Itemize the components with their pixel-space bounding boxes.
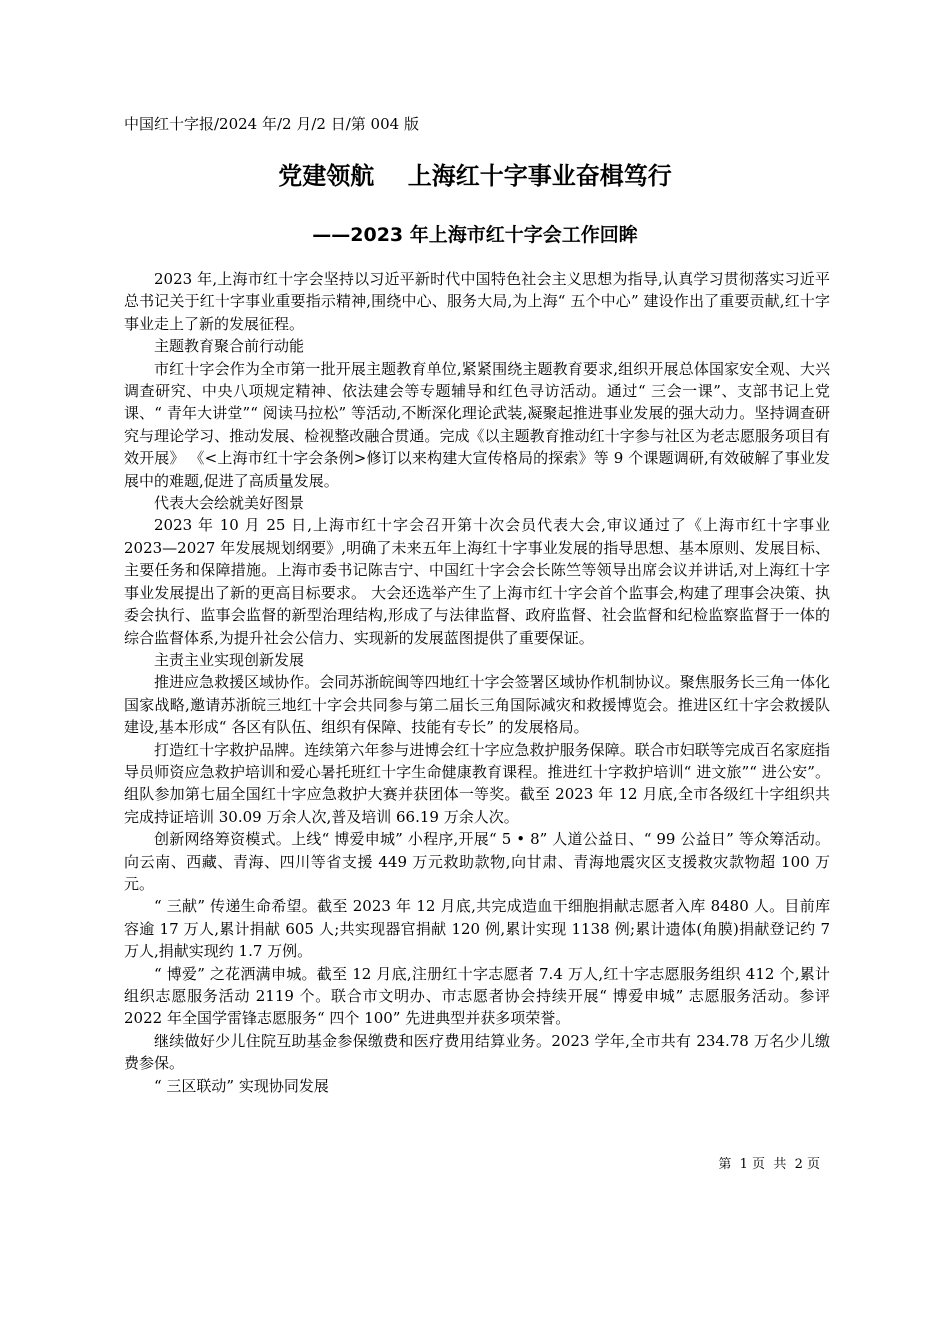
paragraph-intro: 2023 年,上海市红十字会坚持以习近平新时代中国特色社会主义思想为指导,认真学习贯彻落实习近平总书记关于红十字事业重要指示精神,围绕中心、服务大局,为上海“ 五个中心” 建设作出了重要贡献,红十字事业走上了新的发展征程。 — [124, 270, 830, 333]
paragraph-emergency-rescue: 推进应急救援区域协作。会同苏浙皖闽等四地红十字会签署区域协作机制协议。聚焦服务长三角一体化国家战略,邀请苏浙皖三地红十字会共同参与第二届长三角国际减灾和救援博览会。推进区红十字会救援队建设,基本形成“ 各区有队伍、组织有保障、技能有专长” 的发展格局。 — [124, 673, 830, 737]
article-body — [124, 268, 830, 1097]
section-heading-theme-education: 主题教育聚合前行动能 — [154, 337, 305, 356]
paragraph-online-fundraising: 创新网络筹资模式。上线“ 博爱申城” 小程序,开展“ 5 • 8” 人道公益日、“ 99 公益日” 等众筹活动。向云南、西藏、青海、四川等省支援 449 万元救助款物,向甘肃、青海地震灾区支援救灾款物超 100 万元。 — [124, 830, 830, 893]
article-subtitle: ——2023 年上海市红十字会工作回眸 — [312, 224, 638, 246]
source-line: 中国红十字报/2024 年/2 月/2 日/第 004 版 — [124, 115, 419, 133]
section-heading-main-business: 主责主业实现创新发展 — [154, 650, 305, 669]
paragraph-first-aid-brand: 打造红十字救护品牌。连续第六年参与进博会红十字应急救护服务保障。联合市妇联等完成百名家庭指导员师资应急救护培训和爱心暑托班红十字生命健康教育课程。推进红十字救护培训“ 进文旅”“ 进公安”。组队参加第七届全国红十字应急救护大赛并获团体一等奖。截至 2023 年 12 月底,全市各级红十字组织共完成持证培训 30.09 万余人次,普及培训 66.19 万余人次。 — [124, 740, 830, 826]
article-title: 党建领航 上海红十字事业奋楫笃行 — [278, 162, 672, 190]
paragraph-congress: 2023 年 10 月 25 日,上海市红十字会召开第十次会员代表大会,审议通过了《上海市红十字事业 2023—2027 年发展规划纲要》,明确了未来五年上海红十字事业发展的指导思想、基本原则、发展目标、主要任务和保障措施。上海市委书记陈吉宁、中国红十字会会长陈竺等领导出席会议并讲话,对上海红十字事业发展提出了新的更高目标要求。 大会还选举产生了上海市红十字会首个监事会,构建了理事会决策、执委会执行、监事会监督的新型治理结构,形成了与法律监督、政府监督、社会监督和纪检监察监督于一体的综合监督体系,为提升社会公信力、实现新的发展蓝图提供了重要保证。 — [124, 516, 830, 647]
paragraph-theme-education: 市红十字会作为全市第一批开展主题教育单位,紧紧围绕主题教育要求,组织开展总体国家安全观、大兴调查研究、中央八项规定精神、依法建会等专题辅导和红色寻访活动。通过“ 三会一课”、支部书记上党课、“ 青年大讲堂”“ 阅读马拉松” 等活动,不断深化理论武装,凝聚起推进事业发展的强大动力。坚持调查研究与理论学习、推动发展、检视整改融合贯通。完成《以主题教育推动红十字参与社区为老志愿服务项目有效开展》 《<上海市红十字会条例>修订以来构建大宣传格局的探索》等 9 个课题调研,有效破解了事业发展中的难题,促进了高质量发展。 — [124, 359, 830, 490]
paragraph-three-donations: “ 三献” 传递生命希望。截至 2023 年 12 月底,共完成造血干细胞捐献志愿者入库 8480 人。目前库容逾 17 万人,累计捐献 605 人;共实现器官捐献 120 例,累计实现 1138 例;累计遗体(角膜)捐献登记约 7 万人,捐献实现约 1.7 万例。 — [124, 897, 830, 961]
paragraph-children-insurance: 继续做好少儿住院互助基金参保缴费和医疗费用结算业务。2023 学年,全市共有 234.78 万名少儿缴费参保。 — [124, 1031, 830, 1073]
section-heading-congress: 代表大会绘就美好图景 — [154, 494, 305, 513]
paragraph-volunteers: “ 博爱” 之花洒满申城。截至 12 月底,注册红十字志愿者 7.4 万人,红十字志愿服务组织 412 个,累计组织志愿服务活动 2119 个。联合市文明办、市志愿者协会持续开展“ 博爱申城” 志愿服务活动。参评 2022 年全国学雷锋志愿服务“ 四个 100” 先进典型并获多项荣誉。 — [124, 964, 830, 1028]
page-indicator: 第 1 页 共 2 页 — [718, 1157, 820, 1172]
section-heading-three-districts: “ 三区联动” 实现协同发展 — [154, 1076, 329, 1095]
